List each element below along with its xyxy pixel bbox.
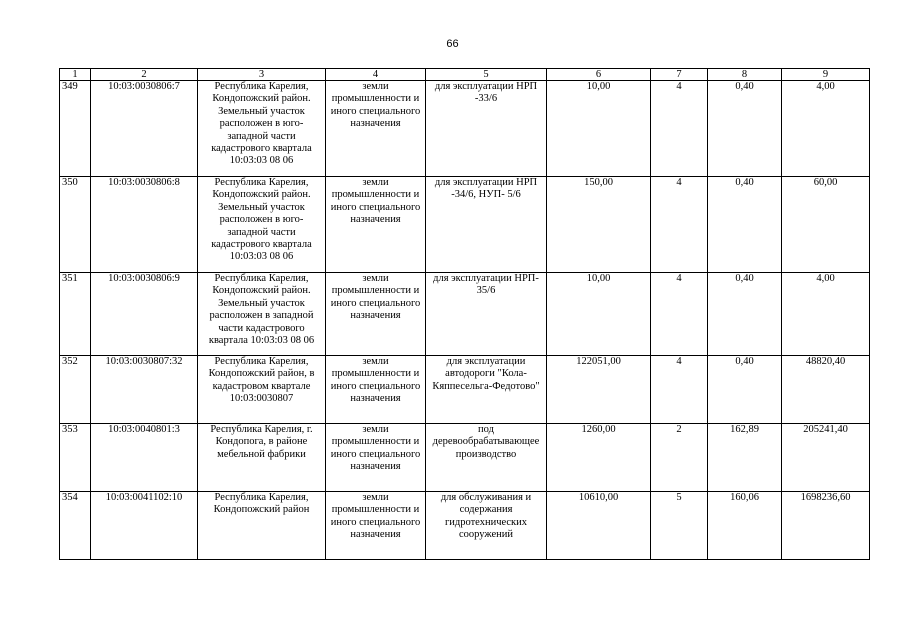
area-cell: 10,00 [547, 273, 651, 356]
area-cell: 122051,00 [547, 356, 651, 424]
header-cell: 4 [326, 69, 426, 81]
location-cell: Республика Карелия, г. Кондопога, в районе мебельной фабрики [198, 424, 326, 492]
rate-cell: 160,06 [708, 492, 782, 560]
group-cell: 4 [651, 177, 708, 273]
rate-cell: 0,40 [708, 81, 782, 177]
sum-cell: 4,00 [782, 81, 870, 177]
area-cell: 10610,00 [547, 492, 651, 560]
location-cell: Республика Карелия, Кондопожский район, в кадастровом квартале 10:03:0030807 [198, 356, 326, 424]
land-category-cell: земли промышленности и иного специального назначения [326, 177, 426, 273]
header-cell: 3 [198, 69, 326, 81]
permitted-use-cell: для эксплуатации НРП -33/6 [426, 81, 547, 177]
land-category-cell: земли промышленности и иного специального назначения [326, 424, 426, 492]
area-cell: 10,00 [547, 81, 651, 177]
cadastral-number: 10:03:0030806:7 [91, 81, 198, 177]
cadastral-number: 10:03:0040801:3 [91, 424, 198, 492]
header-cell: 7 [651, 69, 708, 81]
row-number: 351 [60, 273, 91, 356]
header-cell: 8 [708, 69, 782, 81]
sum-cell: 1698236,60 [782, 492, 870, 560]
table-row [60, 424, 870, 492]
table-row [60, 492, 870, 560]
page-number: 66 [446, 38, 459, 50]
permitted-use-cell: для эксплуатации автодороги "Кола-Кяппесельга-Федотово" [426, 356, 547, 424]
header-cell: 6 [547, 69, 651, 81]
group-cell: 5 [651, 492, 708, 560]
row-number: 352 [60, 356, 91, 424]
permitted-use-cell: под деревообрабатывающее производство [426, 424, 547, 492]
permitted-use-cell: для обслуживания и содержания гидротехнических сооружений [426, 492, 547, 560]
permitted-use-cell: для эксплуатации НРП -34/6, НУП- 5/6 [426, 177, 547, 273]
table-row [60, 356, 870, 424]
header-cell: 1 [60, 69, 91, 81]
location-cell: Республика Карелия, Кондопожский район. Земельный участок расположен в юго-западной части кадастрового квартала 10:03:03 08 06 [198, 177, 326, 273]
table-row [60, 177, 870, 273]
sum-cell: 205241,40 [782, 424, 870, 492]
header-cell: 2 [91, 69, 198, 81]
group-cell: 2 [651, 424, 708, 492]
land-category-cell: земли промышленности и иного специального назначения [326, 492, 426, 560]
land-category-cell: земли промышленности и иного специального назначения [326, 273, 426, 356]
header-cell: 9 [782, 69, 870, 81]
table-row [60, 81, 870, 177]
sum-cell: 4,00 [782, 273, 870, 356]
cadastral-number: 10:03:0030806:9 [91, 273, 198, 356]
cadastral-number: 10:03:0030806:8 [91, 177, 198, 273]
land-category-cell: земли промышленности и иного специального назначения [326, 81, 426, 177]
header-cell: 5 [426, 69, 547, 81]
land-category-cell: земли промышленности и иного специального назначения [326, 356, 426, 424]
group-cell: 4 [651, 356, 708, 424]
land-plots-table [59, 68, 870, 560]
row-number: 353 [60, 424, 91, 492]
group-cell: 4 [651, 273, 708, 356]
rate-cell: 0,40 [708, 273, 782, 356]
cadastral-number: 10:03:0041102:10 [91, 492, 198, 560]
location-cell: Республика Карелия, Кондопожский район. Земельный участок расположен в юго-западной части кадастрового квартала 10:03:03 08 06 [198, 81, 326, 177]
area-cell: 150,00 [547, 177, 651, 273]
rate-cell: 0,40 [708, 356, 782, 424]
cadastral-number: 10:03:0030807:32 [91, 356, 198, 424]
location-cell: Республика Карелия, Кондопожский район [198, 492, 326, 560]
row-number: 349 [60, 81, 91, 177]
permitted-use-cell: для эксплуатации НРП- 35/6 [426, 273, 547, 356]
area-cell: 1260,00 [547, 424, 651, 492]
table-row [60, 273, 870, 356]
location-cell: Республика Карелия, Кондопожский район. Земельный участок расположен в западной части кадастрового квартала 10:03:03 08 06 [198, 273, 326, 356]
rate-cell: 162,89 [708, 424, 782, 492]
sum-cell: 60,00 [782, 177, 870, 273]
row-number: 354 [60, 492, 91, 560]
table-header-row [60, 69, 870, 81]
rate-cell: 0,40 [708, 177, 782, 273]
row-number: 350 [60, 177, 91, 273]
group-cell: 4 [651, 81, 708, 177]
sum-cell: 48820,40 [782, 356, 870, 424]
